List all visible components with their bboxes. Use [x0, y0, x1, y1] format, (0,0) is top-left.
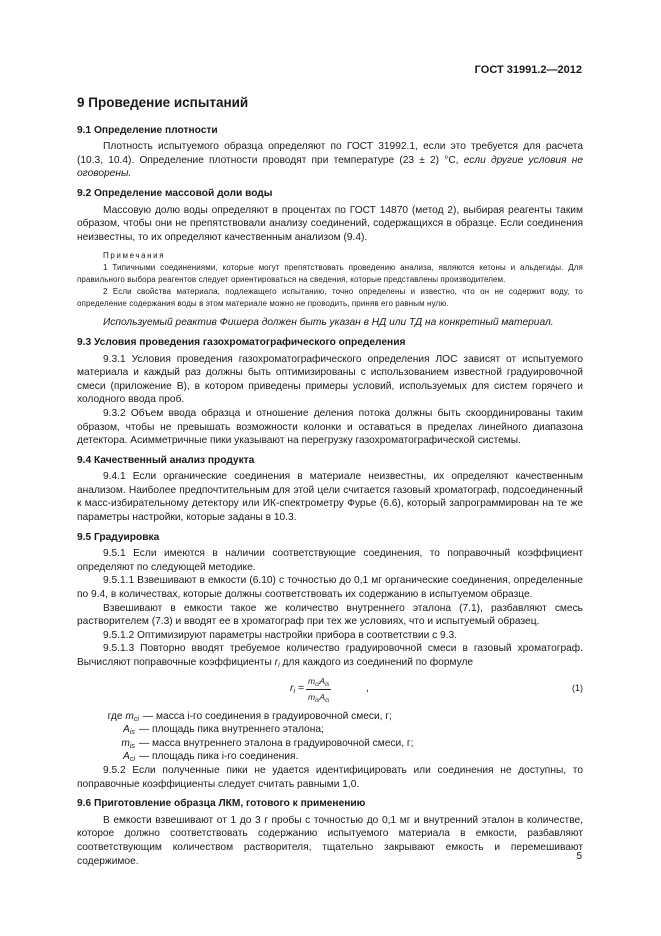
formula-definitions: [77, 710, 583, 764]
note-1: 1 Типичными соединениями, которые могут препятствовать проведению анализа, являются кетоны и альдегиды. Для правильного выбора реагентов следует ориентироваться на сведения, которые представлены производителем.: [77, 263, 583, 285]
subsection-title-9-2: 9.2 Определение массовой доли воды: [77, 187, 273, 199]
definition-text: — площадь пика i-го соединения.: [139, 751, 299, 763]
definition-row: [77, 750, 583, 764]
paragraph-9-3-2: 9.3.2 Объем ввода образца и отношение деления потока должны быть скоординированы таким образом, чтобы не превышать возможности колонки и оставаться в пределах линейного диапазона детектора. Асимметричные пики указывают на перегрузку газохроматографической системы.: [77, 407, 583, 447]
notes-block: [77, 250, 583, 310]
formula-comma: ,: [366, 681, 369, 694]
symbol-r-sub: i: [278, 661, 280, 669]
definition-text: — масса внутреннего эталона в градуировочной смеси, г;: [139, 737, 414, 749]
den-m-sub: is: [315, 698, 320, 705]
definition-sym: m: [121, 737, 130, 749]
paragraph-9-3-1: 9.3.1 Условия проведения газохроматографического определения ЛОС зависят от испытуемого материала и каждый раз должны быть оптимизированы с использованием известной градуировочной смеси (приложение В), в котором приведены примеры условий, используемых для систем горячего и холодного ввода проб.: [77, 353, 583, 406]
formula-denominator: [306, 690, 331, 705]
page-number: 5: [576, 851, 582, 862]
num-m: m: [308, 675, 316, 686]
notes-header: Примечания: [103, 251, 166, 261]
subsection-title-9-5: 9.5 Градуировка: [77, 531, 160, 543]
definition-text: — площадь пика внутреннего эталона;: [139, 724, 324, 736]
symbol-r: r: [274, 657, 279, 668]
paragraph-9-5-1-1: 9.5.1.1 Взвешивают в емкости (6.10) с точностью до 0,1 мг органические соединения, определенные по 9.4, в количествах, которые должны соответствовать их содержанию в испытуемом образце.: [77, 575, 583, 601]
den-a: A: [319, 692, 326, 703]
formula-1: [77, 674, 583, 708]
definition-text: — масса i-го соединения в градуировочной смеси, г;: [143, 710, 392, 722]
paragraph-9-5-1-1-b: Взвешивают в емкости такое же количество внутреннего эталона (7.1), разбавляют смесь растворителем (7.3) и вводят ее в хроматограф при тех же условиях, что и испытуемый образец.: [77, 602, 583, 628]
definition-sub: ci: [133, 714, 139, 723]
paragraph-9-5-1-3: [77, 642, 583, 669]
num-m-sub: ci: [315, 681, 320, 688]
formula-number: (1): [572, 682, 583, 693]
paragraph-9-1-italic: если другие условия не оговорены.: [77, 154, 583, 180]
paragraph-9-1: [77, 140, 583, 181]
formula-numerator: [306, 675, 331, 691]
formula-lhs-sub: i: [293, 685, 296, 695]
definition-sub: ci: [129, 755, 135, 764]
definition-sym: A: [123, 724, 130, 736]
italic-note: Используемый реактив Фишера должен быть указан в НД или ТД на конкретный материал.: [103, 317, 554, 329]
definition-row: [77, 723, 583, 737]
subsection-title-9-6: 9.6 Приготовление образца ЛКМ, готового к применению: [77, 798, 366, 810]
den-m: m: [308, 692, 316, 703]
formula-fraction: [306, 675, 331, 705]
definition-symbol: [77, 710, 143, 724]
num-a-sub: is: [325, 681, 330, 688]
paragraph-9-1-text: Плотность испытуемого образца определяют по ГОСТ 31992.1, если это требуется для расчета (10.3, 10.4). Определение плотности проводят при температуре (23 ± 2) °С,: [77, 141, 583, 166]
formula-equals: =: [295, 681, 305, 694]
definition-symbol: [77, 750, 139, 764]
document-id-header: ГОСТ 31991.2—2012: [474, 64, 582, 76]
definition-sym: m: [125, 710, 134, 722]
paragraph-9-5-1-3-text: 9.5.1.3 Повторно вводят требуемое количество градуировочной смеси в газовый хроматограф. Вычисляют поправочные коэффициенты: [77, 643, 583, 668]
paragraph-9-5-1-2: 9.5.1.2 Оптимизируют параметры настройки прибора в соответствии с 9.3.: [103, 629, 458, 641]
definition-sym: A: [123, 751, 130, 763]
num-a: A: [319, 675, 326, 686]
paragraph-9-5-2: 9.5.2 Если полученные пики не удается идентифицировать или соединения не доступны, то поправочные коэффициенты следует считать равными 1,0.: [77, 764, 583, 790]
paragraph-9-5-1-3-end: для каждого из соединений по формуле: [279, 657, 474, 668]
page-content: [77, 96, 583, 868]
den-a-sub: ci: [325, 698, 330, 705]
paragraph-9-5-1: 9.5.1 Если имеются в наличии соответствующие соединения, то поправочный коэффициент определяют по следующей методике.: [77, 548, 583, 573]
definition-sub: is: [129, 741, 135, 750]
definition-row: [77, 737, 583, 751]
paragraph-9-4-1: 9.4.1 Если органические соединения в материале неизвестны, их определяют качественным анализом. Наиболее предпочтительным для этой цели считается газовый хроматограф, подсоединенный к масс-избирательному детектору или ИК-спектрометру Фурье (6.6), который запрограммирован на те же параметры настройки, которые заданы в 10.3.: [77, 471, 583, 524]
subsection-title-9-4: 9.4 Качественный анализ продукта: [77, 454, 255, 466]
section-title: 9 Проведение испытаний: [77, 95, 249, 110]
definition-symbol: [77, 737, 139, 751]
subsection-title-9-3: 9.3 Условия проведения газохроматографического определения: [77, 336, 406, 348]
formula-lhs-symbol: r: [290, 681, 294, 694]
definition-row: [77, 710, 583, 724]
definition-symbol: [77, 723, 139, 737]
paragraph-9-2: Массовую долю воды определяют в процентах по ГОСТ 14870 (метод 2), выбирая реагенты таким образом, чтобы они не препятствовали анализу соединений, содержащихся в образце. Если соединения неизвестны, то их определяют качественным анализом (9.4).: [77, 204, 583, 243]
note-2: 2 Если свойства материала, подлежащего испытанию, точно определены и известно, что он не содержит воду, то определение содержания воды в этом материале можно не проводить, приняв его равным нулю.: [77, 287, 583, 309]
paragraph-9-6: В емкости взвешивают от 1 до 3 г пробы с точностью до 0,1 мг и внутренний эталон в количестве, которое должно соответствовать содержанию испытуемого материала в емкости, разбавляют соответствующим количеством растворителя, тщательно закрывают емкость и перемешивают содержимое.: [77, 814, 583, 867]
definition-prefix: где: [107, 710, 126, 722]
formula-lhs: [290, 682, 304, 696]
definition-sub: is: [129, 728, 135, 737]
subsection-title-9-1: 9.1 Определение плотности: [77, 124, 218, 136]
